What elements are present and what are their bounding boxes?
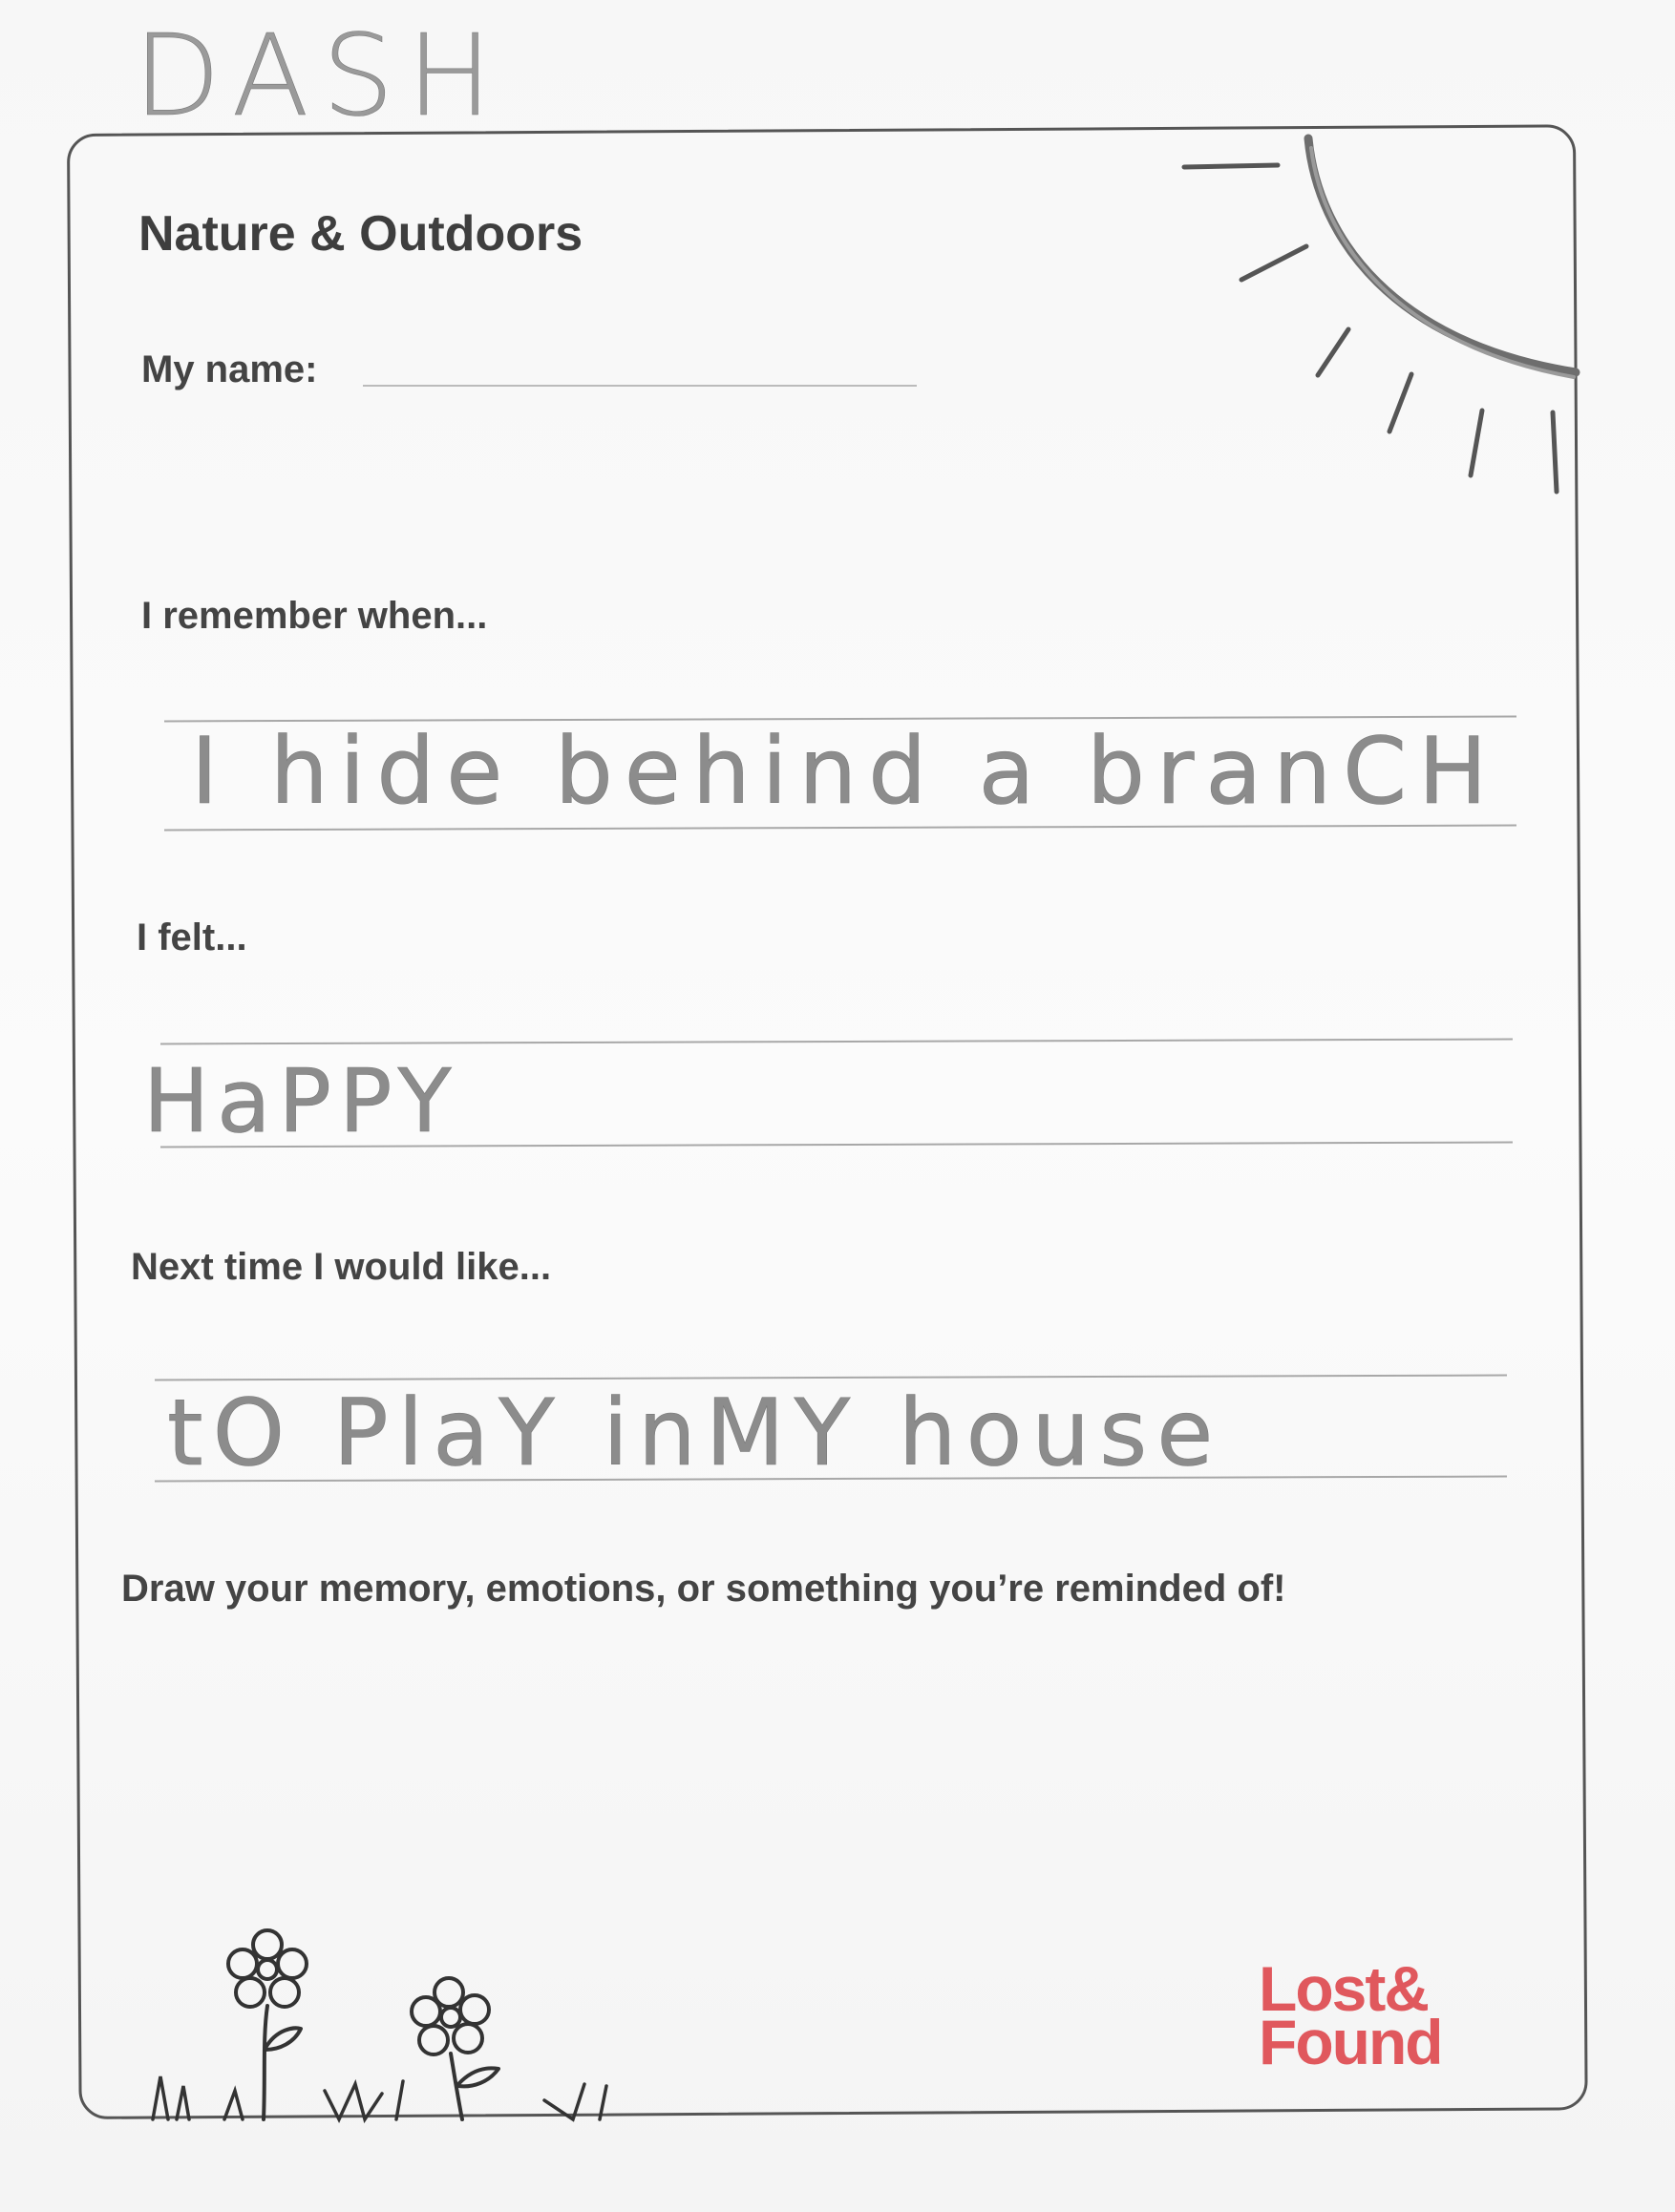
answer-remember: I hide behind a branCH xyxy=(191,718,1499,825)
lost-and-found-logo xyxy=(1259,1953,1507,2081)
sun-icon xyxy=(1175,134,1585,506)
worksheet-title: Nature & Outdoors xyxy=(138,206,583,262)
flower-icon xyxy=(143,1924,678,2129)
remember-label: I remember when... xyxy=(141,595,488,637)
my-name-label: My name: xyxy=(141,348,318,390)
answer-next-time: tO PlaY inMY house xyxy=(167,1380,1223,1486)
next-time-label: Next time I would like... xyxy=(131,1246,552,1288)
name-field-line xyxy=(363,385,917,387)
logo-line-1: Lost& xyxy=(1259,1953,1428,2024)
draw-prompt: Draw your memory, emotions, or something you’re reminded of! xyxy=(121,1568,1286,1610)
handwritten-name: DASH xyxy=(134,10,506,141)
answer-felt: HaPPY xyxy=(143,1050,459,1152)
logo-line-2: Found xyxy=(1259,2007,1442,2077)
felt-label: I felt... xyxy=(137,916,247,959)
